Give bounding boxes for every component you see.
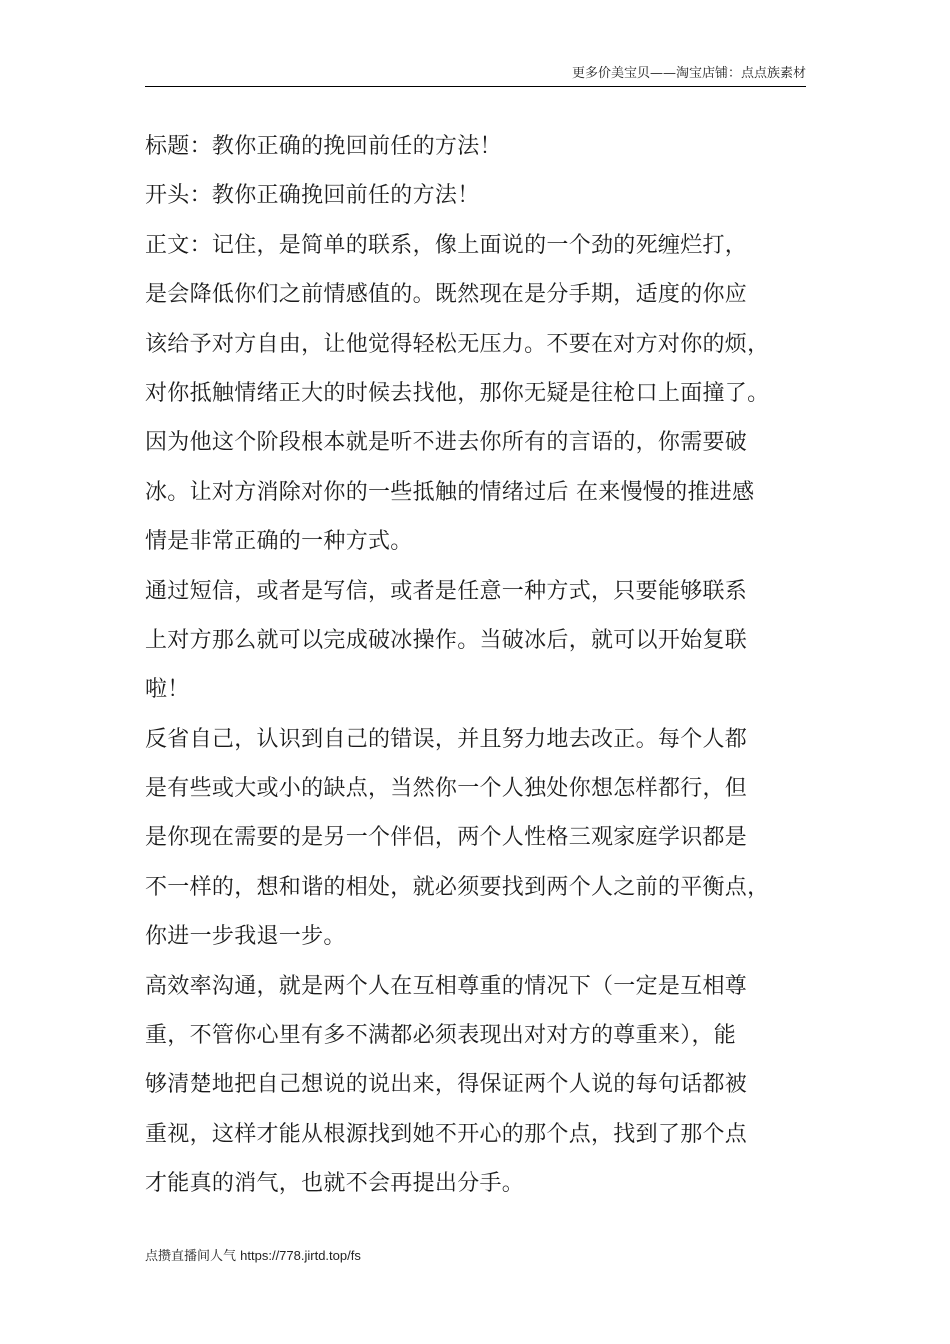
body-line: 够清楚地把自己想说的说出来，得保证两个人说的每句话都被 bbox=[145, 1072, 748, 1098]
header-shop-text: 更多价美宝贝——淘宝店铺：点点族素材 bbox=[571, 66, 806, 81]
body-line-opening: 开头：教你正确挽回前任的方法！ bbox=[145, 183, 480, 209]
body-line: 啦！ bbox=[145, 677, 190, 703]
body-line: 该给予对方自由，让他觉得轻松无压力。不要在对方对你的烦， bbox=[145, 331, 770, 357]
footer-label: 点攒直播间人气 bbox=[145, 1249, 237, 1264]
body-line: 重，不管你心里有多不满都必须表现出对对方的尊重来），能 bbox=[145, 1023, 737, 1049]
body-line: 对你抵触情绪正大的时候去找他，那你无疑是往枪口上面撞了。 bbox=[145, 380, 770, 406]
body-line: 是有些或大或小的缺点，当然你一个人独处你想怎样都行，但 bbox=[145, 776, 748, 802]
document-body bbox=[145, 122, 817, 1209]
body-line: 是你现在需要的是另一个伴侣，两个人性格三观家庭学识都是 bbox=[145, 825, 748, 851]
body-line: 才能真的消气，也就不会再提出分手。 bbox=[145, 1171, 525, 1197]
body-line: 不一样的，想和谐的相处，就必须要找到两个人之前的平衡点， bbox=[145, 874, 770, 900]
body-line: 通过短信，或者是写信，或者是任意一种方式，只要能够联系 bbox=[145, 578, 748, 604]
page-footer bbox=[145, 1248, 361, 1265]
body-line: 冰。让对方消除对你的一些抵触的情绪过后 在来慢慢的推进感 bbox=[145, 479, 755, 505]
body-line: 重视，这样才能从根源找到她不开心的那个点，找到了那个点 bbox=[145, 1121, 748, 1147]
body-line: 是会降低你们之前情感值的。既然现在是分手期，适度的你应 bbox=[145, 282, 748, 308]
body-line: 高效率沟通，就是两个人在互相尊重的情况下（一定是互相尊 bbox=[145, 973, 748, 999]
footer-link[interactable]: https://778.jirtd.top/fs bbox=[240, 1248, 361, 1263]
body-line: 正文：记住，是简单的联系，像上面说的一个劲的死缠烂打， bbox=[145, 232, 748, 258]
body-line: 反省自己，认识到自己的错误，并且努力地去改正。每个人都 bbox=[145, 726, 748, 752]
body-line: 情是非常正确的一种方式。 bbox=[145, 529, 413, 555]
body-line: 因为他这个阶段根本就是听不进去你所有的言语的，你需要破 bbox=[145, 430, 748, 456]
body-line-title: 标题：教你正确的挽回前任的方法！ bbox=[145, 134, 502, 159]
body-line: 上对方那么就可以完成破冰操作。当破冰后，就可以开始复联 bbox=[145, 627, 748, 653]
page-header bbox=[145, 66, 806, 87]
body-line: 你进一步我退一步。 bbox=[145, 924, 346, 950]
